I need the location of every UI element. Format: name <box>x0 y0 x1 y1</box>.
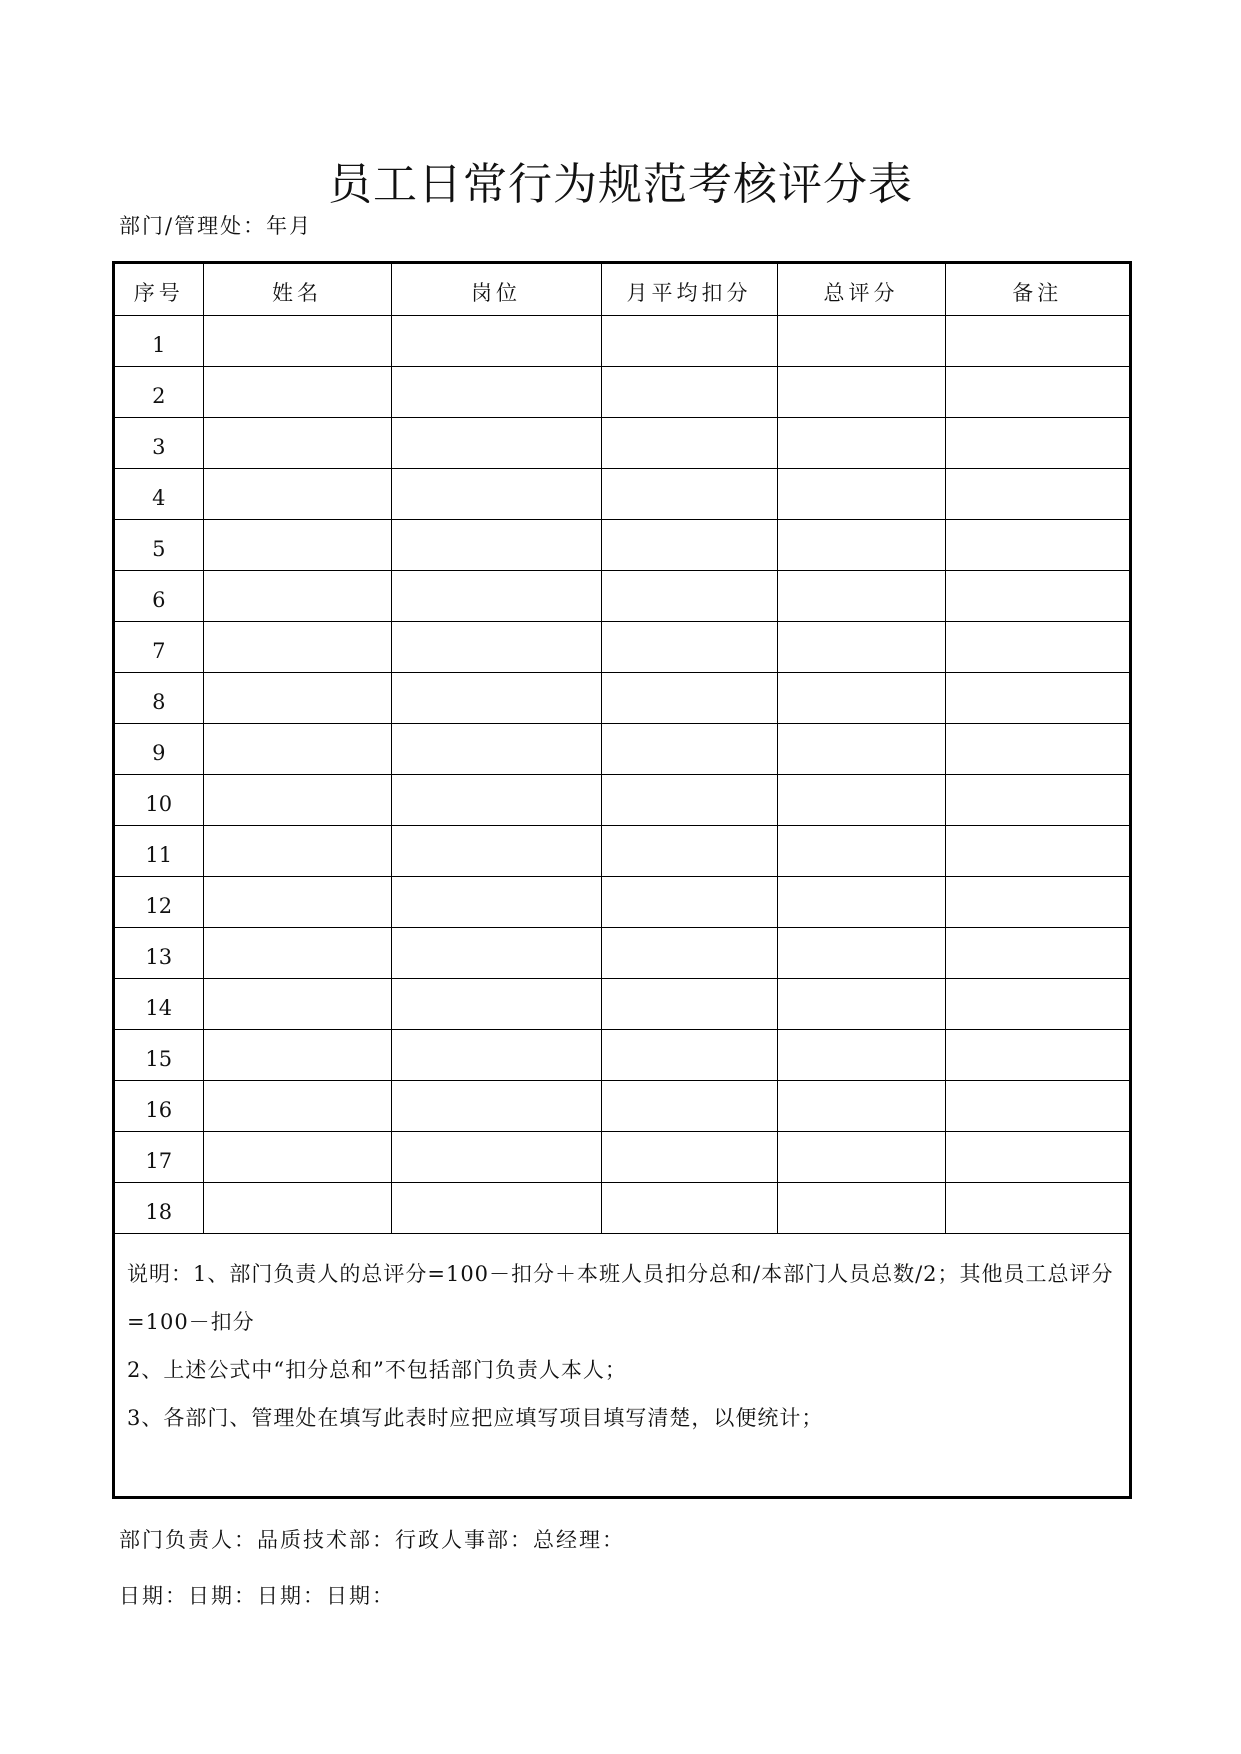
table-row <box>115 366 1129 417</box>
table-row <box>115 1029 1129 1080</box>
cell-avg-deduction[interactable] <box>601 468 777 519</box>
cell-avg-deduction[interactable] <box>601 1080 777 1131</box>
col-header-total-score: 总评分 <box>777 264 945 315</box>
cell-position[interactable] <box>391 1182 601 1233</box>
note-3: 3、各部门、管理处在填写此表时应把应填写项目填写清楚，以便统计； <box>127 1405 824 1430</box>
cell-remarks[interactable] <box>945 1029 1129 1080</box>
cell-position[interactable] <box>391 876 601 927</box>
cell-position[interactable] <box>391 672 601 723</box>
row-index: 17 <box>115 1131 203 1182</box>
cell-avg-deduction[interactable] <box>601 1131 777 1182</box>
cell-total-score[interactable] <box>777 1182 945 1233</box>
cell-position[interactable] <box>391 774 601 825</box>
col-header-index: 序号 <box>115 264 203 315</box>
table-row <box>115 1080 1129 1131</box>
score-sheet <box>112 261 1132 1499</box>
table-row <box>115 1131 1129 1182</box>
cell-remarks[interactable] <box>945 417 1129 468</box>
row-index: 7 <box>115 621 203 672</box>
cell-name[interactable] <box>203 621 391 672</box>
cell-remarks[interactable] <box>945 978 1129 1029</box>
cell-total-score[interactable] <box>777 774 945 825</box>
cell-avg-deduction[interactable] <box>601 315 777 366</box>
row-index: 18 <box>115 1182 203 1233</box>
table-row <box>115 978 1129 1029</box>
cell-name[interactable] <box>203 1029 391 1080</box>
cell-avg-deduction[interactable] <box>601 723 777 774</box>
cell-remarks[interactable] <box>945 825 1129 876</box>
cell-total-score[interactable] <box>777 570 945 621</box>
cell-position[interactable] <box>391 468 601 519</box>
row-index: 9 <box>115 723 203 774</box>
cell-name[interactable] <box>203 723 391 774</box>
cell-avg-deduction[interactable] <box>601 417 777 468</box>
row-index: 8 <box>115 672 203 723</box>
cell-name[interactable] <box>203 1080 391 1131</box>
row-index: 16 <box>115 1080 203 1131</box>
cell-remarks[interactable] <box>945 1080 1129 1131</box>
col-header-remarks: 备注 <box>945 264 1129 315</box>
cell-avg-deduction[interactable] <box>601 366 777 417</box>
table-row <box>115 417 1129 468</box>
cell-avg-deduction[interactable] <box>601 570 777 621</box>
row-index: 12 <box>115 876 203 927</box>
cell-avg-deduction[interactable] <box>601 672 777 723</box>
row-index: 5 <box>115 519 203 570</box>
row-index: 15 <box>115 1029 203 1080</box>
cell-remarks[interactable] <box>945 366 1129 417</box>
table-row <box>115 723 1129 774</box>
cell-position[interactable] <box>391 1080 601 1131</box>
cell-name[interactable] <box>203 774 391 825</box>
table-row <box>115 1182 1129 1233</box>
cell-avg-deduction[interactable] <box>601 876 777 927</box>
cell-avg-deduction[interactable] <box>601 927 777 978</box>
cell-position[interactable] <box>391 366 601 417</box>
cell-remarks[interactable] <box>945 672 1129 723</box>
note-2: 2、上述公式中“扣分总和”不包括部门负责人本人； <box>127 1357 627 1382</box>
table-row <box>115 927 1129 978</box>
cell-total-score[interactable] <box>777 315 945 366</box>
table-row <box>115 468 1129 519</box>
cell-total-score[interactable] <box>777 927 945 978</box>
cell-name[interactable] <box>203 570 391 621</box>
cell-name[interactable] <box>203 876 391 927</box>
cell-position[interactable] <box>391 315 601 366</box>
cell-total-score[interactable] <box>777 366 945 417</box>
cell-avg-deduction[interactable] <box>601 519 777 570</box>
cell-position[interactable] <box>391 723 601 774</box>
cell-position[interactable] <box>391 621 601 672</box>
cell-remarks[interactable] <box>945 1131 1129 1182</box>
header-row <box>115 264 1129 315</box>
signers-line: 部门负责人：品质技术部：行政人事部：总经理： <box>119 1528 625 1552</box>
cell-name[interactable] <box>203 1182 391 1233</box>
cell-remarks[interactable] <box>945 927 1129 978</box>
table-row <box>115 774 1129 825</box>
table-row <box>115 570 1129 621</box>
cell-position[interactable] <box>391 1029 601 1080</box>
department-month-line: 部门/管理处：年月 <box>119 214 313 238</box>
cell-remarks[interactable] <box>945 570 1129 621</box>
cell-remarks[interactable] <box>945 876 1129 927</box>
cell-total-score[interactable] <box>777 672 945 723</box>
row-index: 14 <box>115 978 203 1029</box>
col-header-name: 姓名 <box>203 264 391 315</box>
cell-position[interactable] <box>391 417 601 468</box>
cell-total-score[interactable] <box>777 1029 945 1080</box>
cell-avg-deduction[interactable] <box>601 825 777 876</box>
cell-remarks[interactable] <box>945 774 1129 825</box>
cell-avg-deduction[interactable] <box>601 1029 777 1080</box>
table-row <box>115 672 1129 723</box>
cell-avg-deduction[interactable] <box>601 774 777 825</box>
cell-total-score[interactable] <box>777 723 945 774</box>
table-row <box>115 519 1129 570</box>
row-index: 1 <box>115 315 203 366</box>
cell-remarks[interactable] <box>945 315 1129 366</box>
col-header-avg-deduction: 月平均扣分 <box>601 264 777 315</box>
cell-remarks[interactable] <box>945 468 1129 519</box>
row-index: 6 <box>115 570 203 621</box>
table-row <box>115 315 1129 366</box>
cell-name[interactable] <box>203 672 391 723</box>
cell-total-score[interactable] <box>777 417 945 468</box>
cell-position[interactable] <box>391 978 601 1029</box>
cell-name[interactable] <box>203 978 391 1029</box>
note-1: 说明：1、部门负责人的总评分=100－扣分＋本班人员扣分总和/本部门人员总数/2；其他员工总评分=100－扣分 <box>127 1261 1114 1334</box>
cell-name[interactable] <box>203 927 391 978</box>
cell-position[interactable] <box>391 570 601 621</box>
score-table <box>115 264 1129 1234</box>
row-index: 13 <box>115 927 203 978</box>
cell-avg-deduction[interactable] <box>601 1182 777 1233</box>
row-index: 4 <box>115 468 203 519</box>
table-row <box>115 621 1129 672</box>
cell-position[interactable] <box>391 825 601 876</box>
page-title: 员工日常行为规范考核评分表 <box>328 159 913 210</box>
cell-total-score[interactable] <box>777 978 945 1029</box>
table-row <box>115 876 1129 927</box>
cell-remarks[interactable] <box>945 519 1129 570</box>
cell-total-score[interactable] <box>777 876 945 927</box>
cell-avg-deduction[interactable] <box>601 621 777 672</box>
cell-name[interactable] <box>203 417 391 468</box>
cell-total-score[interactable] <box>777 1131 945 1182</box>
cell-position[interactable] <box>391 1131 601 1182</box>
cell-name[interactable] <box>203 315 391 366</box>
cell-name[interactable] <box>203 468 391 519</box>
dates-line: 日期：日期：日期：日期： <box>119 1584 395 1608</box>
row-index: 2 <box>115 366 203 417</box>
row-index: 11 <box>115 825 203 876</box>
cell-total-score[interactable] <box>777 825 945 876</box>
cell-total-score[interactable] <box>777 1080 945 1131</box>
cell-remarks[interactable] <box>945 723 1129 774</box>
table-row <box>115 825 1129 876</box>
col-header-position: 岗位 <box>391 264 601 315</box>
row-index: 10 <box>115 774 203 825</box>
cell-position[interactable] <box>391 927 601 978</box>
cell-name[interactable] <box>203 366 391 417</box>
cell-remarks[interactable] <box>945 1182 1129 1233</box>
cell-remarks[interactable] <box>945 621 1129 672</box>
cell-total-score[interactable] <box>777 468 945 519</box>
cell-avg-deduction[interactable] <box>601 978 777 1029</box>
cell-name[interactable] <box>203 825 391 876</box>
cell-name[interactable] <box>203 1131 391 1182</box>
cell-position[interactable] <box>391 519 601 570</box>
table-body <box>115 315 1129 1233</box>
cell-name[interactable] <box>203 519 391 570</box>
row-index: 3 <box>115 417 203 468</box>
cell-total-score[interactable] <box>777 621 945 672</box>
cell-total-score[interactable] <box>777 519 945 570</box>
notes-section <box>115 1234 1129 1442</box>
